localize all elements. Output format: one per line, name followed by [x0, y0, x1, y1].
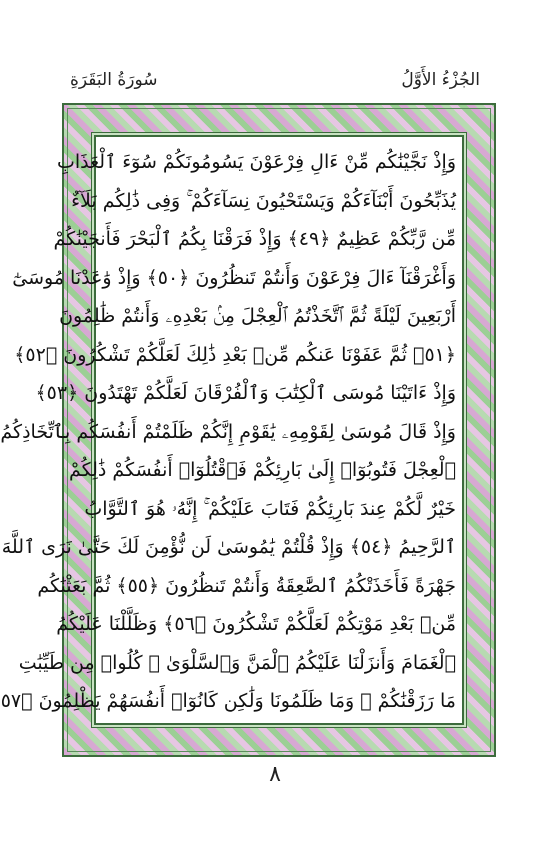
verse-line: مِّن رَّبِّكُمْ عَظِيمٌ ﴿٤٩﴾ وَإِذْ فَرَقْنَا بِكُمُ ٱلْبَحْرَ فَأَنجَيْنَٰكُمْ: [53, 228, 456, 250]
juz-title: الجُزْءُ الأَوَّلُ: [401, 70, 480, 90]
verse-line: يُذَبِّحُونَ أَبْنَآءَكُمْ وَيَسْتَحْيُونَ نِسَآءَكُمْ ۚ وَفِى ذَٰلِكُم بَلَآءٌ: [71, 189, 456, 212]
verse-line: أَرْبَعِينَ لَيْلَةً ثُمَّ ٱتَّخَذْتُمُ ٱلْعِجْلَ مِنۢ بَعْدِهِۦ وَأَنتُمْ ظَٰلِمُونَ: [59, 305, 456, 327]
verse-line: وَإِذْ ءَاتَيْنَا مُوسَى ٱلْكِتَٰبَ وَٱلْفُرْقَانَ لَعَلَّكُمْ تَهْتَدُونَ ﴿٥٣﴾: [35, 382, 456, 404]
verse-line: ٱلْعِجْلَ فَتُوبُوٓا۟ إِلَىٰ بَارِئِكُمْ فَٱقْتُلُوٓا۟ أَنفُسَكُمْ ذَٰلِكُمْ: [69, 459, 456, 481]
verse-line: ٱلْغَمَامَ وَأَنزَلْنَا عَلَيْكُمُ ٱلْمَنَّ وَٱلسَّلْوَىٰ ۖ كُلُوا۟ مِن طَيِّبَٰتِ: [18, 651, 456, 674]
text-panel: [0, 135, 464, 725]
verse-line: خَيْرٌ لَّكُمْ عِندَ بَارِئِكُمْ فَتَابَ عَلَيْكُمْ ۚ إِنَّهُۥ هُوَ ٱلتَّوَّابُ: [84, 497, 456, 520]
ornamental-frame: [0, 103, 496, 757]
verse-line: مِّنۢ بَعْدِ مَوْتِكُمْ لَعَلَّكُمْ تَشْكُرُونَ ﴿٥٦﴾ وَظَلَّلْنَا عَلَيْكُمُ: [56, 613, 456, 635]
verse-line: مَا رَزَقْنَٰكُمْ ۖ وَمَا ظَلَمُونَا وَلَٰكِن كَانُوٓا۟ أَنفُسَهُمْ يَظْلِمُونَ ﴿٥٧: [0, 690, 456, 712]
surah-title: سُورَةُ البَقَرَةِ: [70, 70, 158, 90]
verse-line: وَأَغْرَقْنَآ ءَالَ فِرْعَوْنَ وَأَنتُمْ تَنظُرُونَ ﴿٥٠﴾ وَإِذْ وَٰعَدْنَا مُوسَىٰٓ: [12, 266, 456, 289]
page-number: ٨: [269, 762, 281, 787]
page-header: [0, 70, 550, 100]
verse-lines: [0, 143, 462, 721]
verse-line: ﴿٥١﴾ ثُمَّ عَفَوْنَا عَنكُم مِّنۢ بَعْدِ ذَٰلِكَ لَعَلَّكُمْ تَشْكُرُونَ ﴿٥٢﴾: [14, 343, 456, 366]
verse-line: ٱلرَّحِيمُ ﴿٥٤﴾ وَإِذْ قُلْتُمْ يَٰمُوسَىٰ لَن نُّؤْمِنَ لَكَ حَتَّىٰ نَرَى ٱللَّهَ: [1, 536, 456, 558]
verse-line: جَهْرَةً فَأَخَذَتْكُمُ ٱلصَّٰعِقَةُ وَأَنتُمْ تَنظُرُونَ ﴿٥٥﴾ ثُمَّ بَعَثْنَٰكُم: [37, 574, 456, 597]
verse-line: وَإِذْ نَجَّيْنَٰكُم مِّنْ ءَالِ فِرْعَوْنَ يَسُومُونَكُمْ سُوٓءَ ٱلْعَذَابِ: [56, 151, 456, 173]
verse-line: وَإِذْ قَالَ مُوسَىٰ لِقَوْمِهِۦ يَٰقَوْمِ إِنَّكُمْ ظَلَمْتُمْ أَنفُسَكُم بِٱتِّخَاذِكُمُ: [0, 420, 456, 443]
